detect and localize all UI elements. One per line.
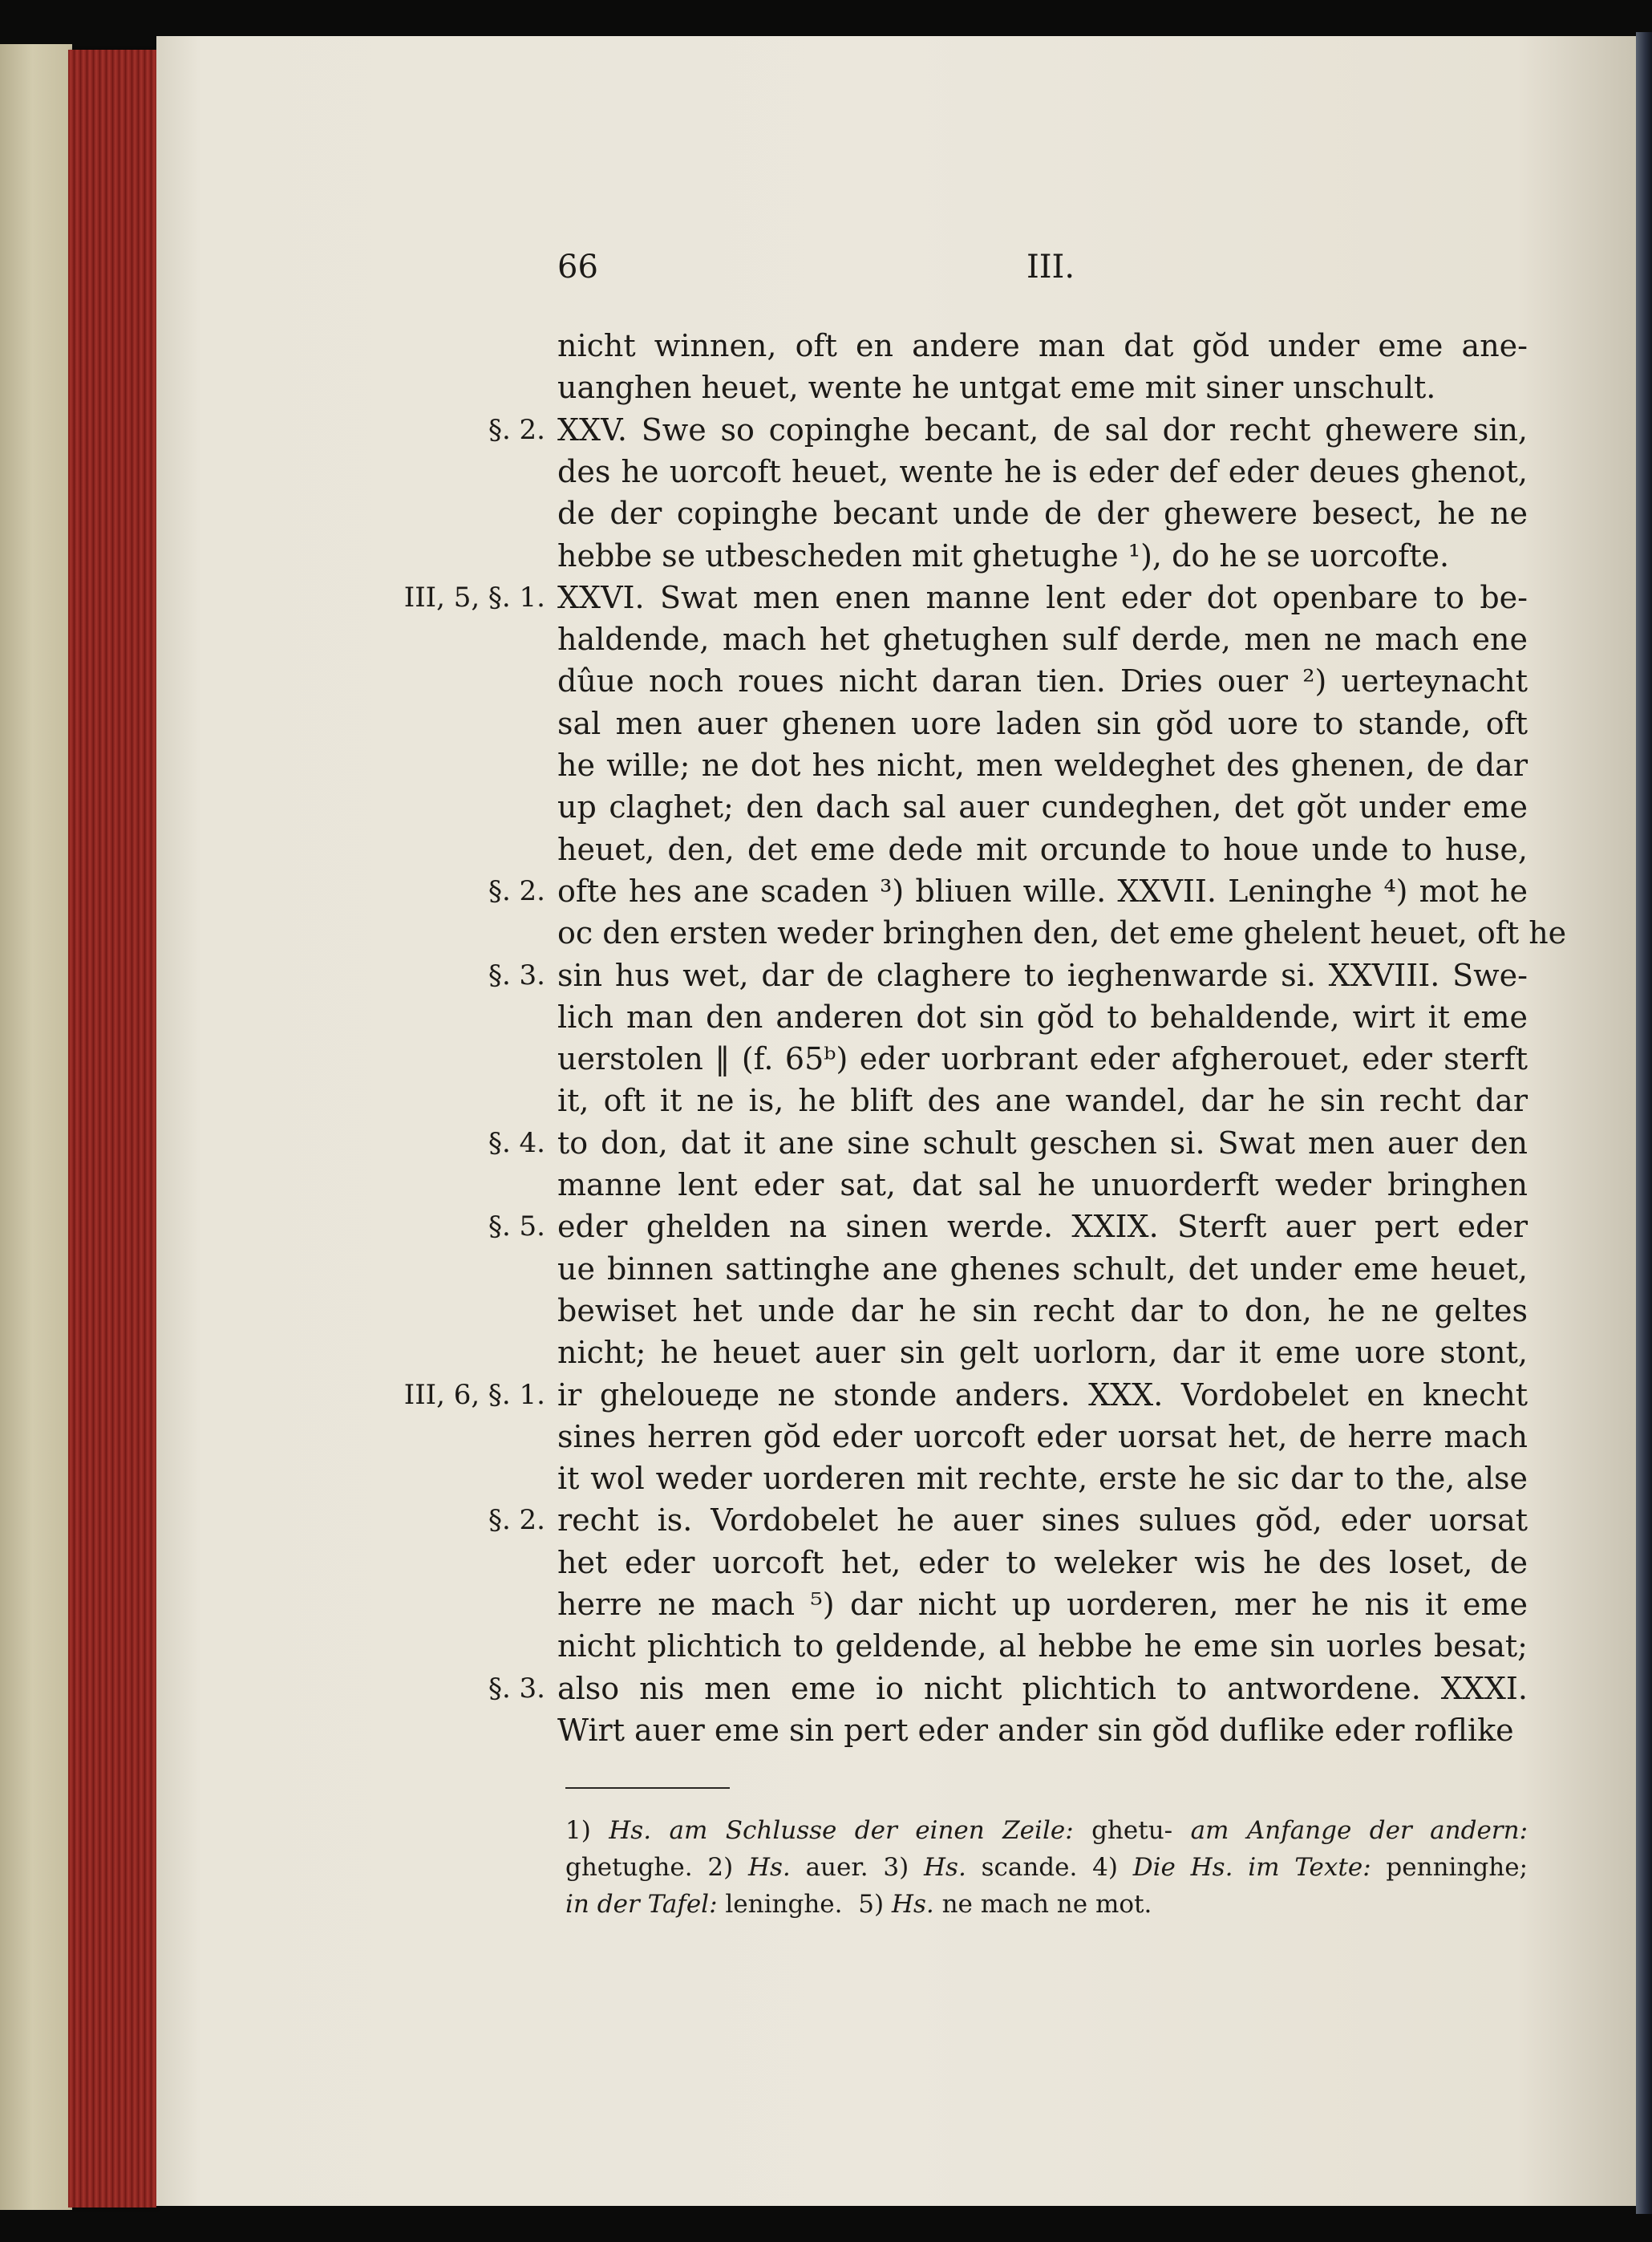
footnote-line-3 xyxy=(565,1887,1528,1922)
text-line: bewiset het unde dar he sin recht dar to don, he ne geltes xyxy=(557,1292,1528,1328)
text-line: hebbe se utbescheden mit ghetughe ¹), do he se uorcofte. xyxy=(557,537,1450,574)
text-line: sal men auer ghenen uore laden sin gŏd uore to stande, oft xyxy=(557,705,1528,741)
text-line: XXVI. Swat men enen manne lent eder dot openbare to be- xyxy=(557,579,1528,615)
margin-section-ref: §. 3. xyxy=(488,1672,545,1705)
text-line: sin hus wet, dar de claghere to ieghenwarde si. XXVIII. Swe- xyxy=(557,957,1528,993)
footnote-marker: 5) xyxy=(858,1890,885,1919)
text-line: heuet, den, det eme dede mit orcunde to houe unde to huse, xyxy=(557,831,1528,867)
footnote-line-1 xyxy=(565,1813,1528,1848)
footnote-abbrev: Hs. xyxy=(891,1890,934,1919)
footnote-marker: 4) xyxy=(1092,1853,1118,1882)
text-line: uanghen heuet, wente he untgat eme mit siner unschult. xyxy=(557,370,1436,406)
footnote-word: ghetu- xyxy=(1091,1816,1173,1845)
margin-section-ref: §. 2. xyxy=(488,413,545,446)
text-line: het eder uorcoft het, eder to weleker wis he des loset, de xyxy=(557,1544,1528,1580)
text-line: uerstolen ‖ (f. 65ᵇ) eder uorbrant eder afgherouet, eder sterft xyxy=(557,1041,1528,1077)
text-line: haldende, mach het ghetughen sulf derde, men ne mach ene xyxy=(557,622,1528,658)
chapter-heading: III. xyxy=(1026,249,1075,286)
text-line: ue binnen sattinghe ane ghenes schult, det under eme heuet, xyxy=(557,1251,1528,1287)
footnote-abbrev: Hs. xyxy=(747,1853,791,1882)
footnote-word: scande. xyxy=(981,1853,1078,1882)
text-line: dûue noch roues nicht daran tien. Dries ouer ²) uerteynacht xyxy=(557,663,1528,699)
margin-section-ref: §. 5. xyxy=(488,1210,545,1243)
text-line: herre ne mach ⁵) dar nicht up uorderen, mer he nis it eme xyxy=(557,1587,1528,1622)
footnote-word: ne mach ne mot. xyxy=(941,1890,1152,1919)
text-line: up claghet; den dach sal auer cundeghen, det gŏt under eme xyxy=(557,789,1528,825)
text-line: manne lent eder sat, dat sal he unuorderft weder bringhen xyxy=(557,1167,1528,1202)
footnote-rule xyxy=(565,1787,730,1789)
margin-section-ref: III, 6, §. 1. xyxy=(403,1378,545,1411)
footnote-italic: am Schlusse der einen Zeile: xyxy=(669,1816,1074,1845)
footnote-italic: in der Tafel: xyxy=(565,1890,718,1919)
footnote-word: leninghe. xyxy=(725,1890,843,1919)
text-line: oc den ersten weder bringhen den, det eme ghelent heuet, oft he xyxy=(557,915,1567,951)
footnote-word: ghetughe. xyxy=(565,1853,693,1882)
text-line: sines herren gŏd eder uorcoft eder uorsat het, de herre mach xyxy=(557,1418,1528,1454)
running-header xyxy=(557,249,1528,297)
margin-section-ref: §. 2. xyxy=(488,1504,545,1537)
footnote-marker: 3) xyxy=(883,1853,909,1882)
text-line: des he uorcoft heuet, wente he is eder def eder deues ghenot, xyxy=(557,453,1528,489)
text-line: de der copinghe becant unde de der ghewere besect, he ne xyxy=(557,496,1528,532)
footnote-abbrev: Hs. xyxy=(609,1816,652,1845)
text-line: it, oft it ne is, he blift des ane wandel, dar he sin recht dar xyxy=(557,1083,1528,1119)
book-gutter xyxy=(1636,32,1652,2214)
text-line: ir gheloueде ne stonde anders. XXX. Vordobelet en knecht xyxy=(557,1376,1528,1413)
text-line: to don, dat it ane sine schult geschen si. Swat men auer den xyxy=(557,1125,1528,1161)
margin-section-ref: §. 4. xyxy=(488,1126,545,1159)
book-cover-board xyxy=(0,44,72,2210)
footnote-word: auer. xyxy=(805,1853,869,1882)
text-line: eder ghelden na sinen werde. XXIX. Sterft auer pert eder xyxy=(557,1209,1528,1245)
footnote-italic: am Anfange der andern: xyxy=(1190,1816,1529,1845)
footnote-marker: 1) xyxy=(565,1816,591,1845)
text-line: nicht plichtich to geldende, al hebbe he eme sin uorles besat; xyxy=(557,1628,1528,1664)
margin-section-ref: §. 2. xyxy=(488,874,545,907)
margin-section-ref: §. 3. xyxy=(488,959,545,991)
text-line: it wol weder uorderen mit rechte, erste he sic dar to the, alse xyxy=(557,1461,1528,1497)
text-line: ofte hes ane scaden ³) bliuen wille. XXVII. Leninghe ⁴) mot he xyxy=(557,873,1528,909)
text-line: nicht; he heuet auer sin gelt uorlorn, dar it eme uore stont, xyxy=(557,1335,1528,1371)
text-line: Wirt auer eme sin pert eder ander sin gŏd duflike eder roflike xyxy=(557,1712,1514,1748)
footnote-abbrev: Hs. xyxy=(924,1853,966,1882)
text-line: he wille; ne dot hes nicht, men weldeghet des ghenen, de dar xyxy=(557,748,1528,783)
page-number: 66 xyxy=(557,249,598,286)
red-page-edges xyxy=(68,50,156,2208)
text-line: recht is. Vordobelet he auer sines sulues gŏd, eder uorsat xyxy=(557,1502,1528,1539)
text-line: also nis men eme io nicht plichtich to antwordene. XXXI. xyxy=(557,1670,1528,1706)
margin-section-ref: III, 5, §. 1. xyxy=(403,581,545,614)
footnote-word: penninghe; xyxy=(1386,1853,1529,1882)
text-line: nicht winnen, oft en andere man dat gŏd under eme ane- xyxy=(557,328,1528,363)
footnote-line-2 xyxy=(565,1850,1528,1885)
footnote-marker: 2) xyxy=(707,1853,734,1882)
text-line: XXV. Swe so copinghe becant, de sal dor recht ghewere sin, xyxy=(557,412,1528,448)
footnote-italic: Die Hs. im Texte: xyxy=(1132,1853,1371,1882)
text-line: lich man den anderen dot sin gŏd to behaldende, wirt it eme xyxy=(557,999,1528,1035)
